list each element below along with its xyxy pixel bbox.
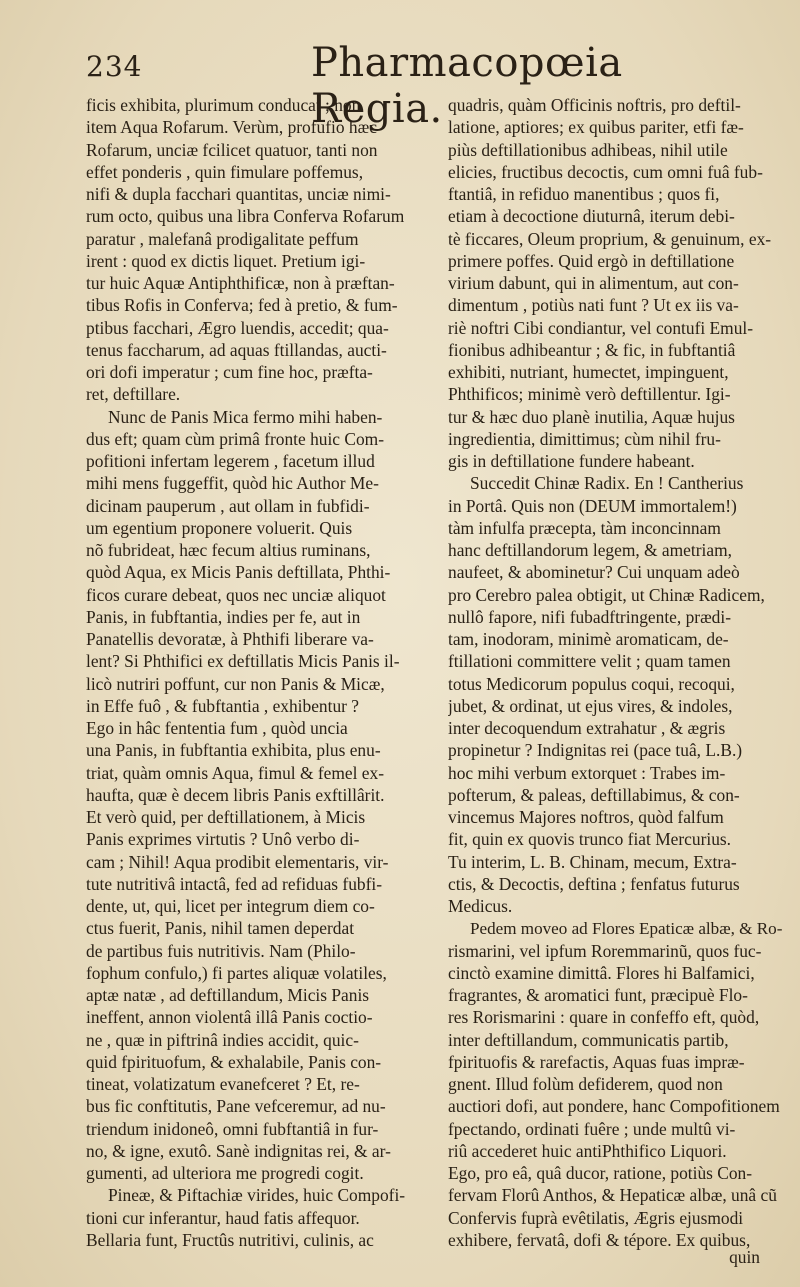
text-line: effet ponderis , quin fimulare poffemus,: [86, 161, 364, 182]
text-line: fpirituofis & rarefactis, Aquas fuas impræ-: [448, 1051, 745, 1072]
text-line: aptæ natæ , ad deftillandum, Micis Panis: [86, 985, 370, 1005]
text-line: ingredientia, dimittimus; cùm nihil fru-: [448, 428, 721, 449]
text-line: lent? Si Phthifici ex deftillatis Micis Panis il-: [86, 651, 400, 672]
text-line: licò nutriri poffunt, cur non Panis & Micæ,: [86, 673, 385, 694]
text-line: ineffent, annon violentâ illâ Panis coctio-: [86, 1007, 373, 1028]
text-line: in Effe fuô , & fubftantia , exhibentur ?: [86, 695, 360, 716]
text-line: vincemus Majores noftros, quòd falfum: [448, 807, 724, 827]
text-line: Panis exprimes virtutis ? Unô verbo di-: [86, 829, 360, 850]
text-line: dus eft; quam cùm primâ fronte huic Com-: [86, 428, 384, 449]
text-line: quid fpirituofum, & exhalabile, Panis con-: [86, 1051, 382, 1072]
text-line: etiam à decoctione diuturnâ, iterum debi-: [448, 206, 735, 227]
text-line: quadris, quàm Officinis noftris, pro deftil-: [448, 95, 741, 115]
text-line: nõ fubrideat, hæc fecum altius ruminans,: [86, 540, 371, 560]
text-line: dicinam pauperum , aut ollam in fubfidi-: [86, 495, 370, 516]
text-line: riû accederet huic antiPhthifico Liquori.: [448, 1140, 727, 1161]
text-line: tibus Rofis in Conferva; fed à pretio, & fum-: [86, 295, 398, 316]
text-line: Panis, in fubftantia, indies per fe, aut in: [86, 606, 361, 627]
text-line: tur & hæc duo planè inutilia, Aquæ hujus: [448, 406, 735, 427]
text-line: res Rorismarini : quare in confeffo eft, quòd,: [448, 1007, 760, 1028]
text-line: naufeet, & abominetur? Cui unquam adeò: [448, 562, 740, 583]
running-title: Pharmacopœia Regia.: [311, 40, 623, 132]
text-line: ret, deftillare.: [86, 384, 181, 405]
text-line: fit, quin ex quovis trunco fiat Mercurius.: [448, 829, 732, 850]
text-line: propinetur ? Indignitas rei (pace tuâ, L.B.): [448, 740, 743, 761]
text-line: elicies, fructibus decoctis, cum omni fuâ fub-: [448, 161, 763, 182]
text-line: Confervis fuprà evêtilatis, Ægris ejusmodi: [448, 1207, 744, 1228]
text-line: riè noftri Cibi condiantur, vel contufi Emul-: [448, 317, 754, 338]
text-line: Ego, pro eâ, quâ ducor, ratione, potiùs Con-: [448, 1163, 753, 1183]
text-line: pro Cerebro palea obtigit, ut Chinæ Radicem,: [448, 584, 765, 605]
text-line: tàm infulfa præcepta, tàm inconcinnam: [448, 517, 721, 538]
text-line: um egentium proponere voluerit. Quis: [86, 517, 353, 538]
text-line: gis in deftillatione fundere habeant.: [448, 451, 695, 471]
text-line: ficos curare debeat, quos nec unciæ aliquot: [86, 584, 386, 605]
text-line: nifi & dupla facchari quantitas, unciæ nimi-: [86, 184, 391, 204]
text-line: latione, aptiores; ex quibus pariter, etfi fæ-: [448, 117, 744, 138]
text-line: ftantiâ, in refiduo manentibus ; quos fi,: [448, 184, 720, 204]
text-line: cinctò examine dimittâ. Flores hi Balfamici,: [448, 962, 755, 983]
text-line: exhibiti, nutriant, humectet, impinguent,: [448, 362, 729, 382]
text-line: mihi mens fuggeffit, quòd hic Author Me-: [86, 473, 379, 494]
text-line: ctis, & Decoctis, deftina ; fenfatus futurus: [448, 873, 740, 894]
text-line: Ego in hâc fententia fum , quòd uncia: [86, 718, 348, 738]
text-line: ne , quæ in piftrinâ indies accidit, quic-: [86, 1029, 359, 1050]
text-line: Succedit Chinæ Radix. En ! Cantherius: [470, 473, 744, 494]
text-line: inter decoquendum extrahatur , & ægris: [448, 718, 726, 738]
text-line: cam ; Nihil! Aqua prodibit elementaris, vir-: [86, 851, 389, 872]
text-line: rum octo, quibus una libra Conferva Rofarum: [86, 206, 405, 227]
text-line: jubet, & ordinat, ut ejus vires, & indoles,: [448, 695, 733, 716]
text-line: Phthificos; minimè verò deftillentur. Igi-: [448, 384, 731, 405]
text-line: hoc mihi verbum extorquet : Trabes im-: [448, 762, 726, 783]
text-line: Pedem moveo ad Flores Epaticæ albæ, & Ro-: [470, 919, 783, 939]
text-line: fervam Florû Anthos, & Hepaticæ albæ, unâ cũ: [448, 1185, 777, 1206]
left-text-column: [86, 94, 424, 1251]
catchword: quin: [729, 1247, 760, 1267]
text-line: bus fic conftitutis, Pane vefceremur, ad nu-: [86, 1096, 386, 1117]
text-line: virium dabunt, qui in alimentum, aut con-: [448, 273, 739, 293]
text-line: fophum confulo,) fi partes aliquæ volatiles,: [86, 962, 387, 983]
text-line: item Aqua Rofarum. Verùm, profufio hæc: [86, 117, 377, 138]
text-line: Bellaria funt, Fructûs nutritivi, culinis, ac: [86, 1229, 374, 1250]
text-line: ficis exhibita, plurimum conducat ; non: [86, 95, 361, 115]
text-line: in Portâ. Quis non (DEUM immortalem!): [448, 495, 737, 516]
text-line: Panatellis devoratæ, à Phthifi liberare va-: [86, 629, 374, 649]
text-line: irent : quod ex dictis liquet. Pretium igi-: [86, 250, 366, 271]
text-line: nullô fapore, nifi fubadftringente, prædi-: [448, 606, 731, 627]
text-line: triendum inidoneô, omni fubftantiâ in fur-: [86, 1118, 379, 1139]
text-line: inter deftillandum, communicatis partib,: [448, 1029, 729, 1050]
text-line: auctiori dofi, aut pondere, hanc Compofitionem: [448, 1096, 780, 1117]
text-line: primere poffes. Quid ergò in deftillatione: [448, 250, 735, 271]
text-line: gumenti, ad ulteriora me progredi cogit.: [86, 1163, 364, 1183]
text-line: tam, inodoram, minimè aromaticam, de-: [448, 629, 729, 649]
text-line: tineat, volatizatum evanefceret ? Et, re-: [86, 1074, 360, 1094]
text-line: de partibus fuis nutritivis. Nam (Philo-: [86, 940, 356, 961]
text-line: tur huic Aquæ Antiphthificæ, non à præftan-: [86, 273, 395, 293]
right-text-column: [448, 94, 786, 1251]
text-line: ctus fuerit, Panis, nihil tamen deperdat: [86, 918, 355, 939]
text-line: totus Medicorum populus coqui, recoqui,: [448, 673, 735, 694]
text-line: Nunc de Panis Mica fermo mihi haben-: [108, 406, 383, 427]
text-line: no, & igne, exutô. Sanè indignitas rei, & ar-: [86, 1140, 391, 1161]
text-line: tute nutritivâ intactâ, fed ad refiduas fubfi-: [86, 873, 383, 894]
text-line: Rofarum, unciæ fcilicet quatuor, tanti non: [86, 139, 378, 160]
text-line: gnent. Illud folùm defiderem, quod non: [448, 1074, 723, 1094]
text-line: pofitioni infertam legerem , facetum illud: [86, 451, 375, 471]
text-line: tioni cur inferantur, haud fatis affequor.: [86, 1207, 360, 1228]
text-line: hanc deftillandorum legem, & ametriam,: [448, 540, 732, 560]
text-line: tè ficcares, Oleum proprium, & genuinum, ex-: [448, 228, 772, 249]
text-line: exhibere, fervatâ, dofi & tépore. Ex quibus,: [448, 1229, 751, 1250]
text-line: una Panis, in fubftantia exhibita, plus enu-: [86, 740, 381, 761]
text-line: ptibus facchari, Ægro luendis, accedit; qua-: [86, 317, 389, 338]
text-line: Medicus.: [448, 896, 513, 916]
text-line: Pineæ, & Piftachiæ virides, huic Compofi-: [108, 1185, 406, 1206]
text-line: quòd Aqua, ex Micis Panis deftillata, Phthi-: [86, 562, 391, 583]
text-line: dente, ut, qui, licet per integrum diem co-: [86, 896, 375, 916]
text-line: paratur , malefanâ prodigalitate peffum: [86, 228, 359, 249]
text-line: fionibus adhibeantur ; & fic, in fubftantiâ: [448, 339, 736, 360]
text-line: ftillationi committere velit ; quam tamen: [448, 651, 731, 672]
text-line: fragrantes, & aromatici funt, præcipuè Flo-: [448, 985, 748, 1005]
text-line: haufta, quæ è decem libris Panis exftillârit.: [86, 784, 385, 805]
text-line: tenus faccharum, ad aquas ftillandas, aucti-: [86, 339, 387, 360]
text-line: rismarini, vel ipfum Roremmarinũ, quos fuc-: [448, 940, 762, 961]
page-number: 234: [86, 50, 143, 83]
text-line: dimentum , potiùs nati funt ? Ut ex iis va-: [448, 295, 739, 316]
text-line: pofterum, & paleas, deftillabimus, & con-: [448, 784, 740, 805]
text-line: Et verò quid, per deftillationem, à Micis: [86, 807, 366, 827]
text-line: triat, quàm omnis Aqua, fimul & femel ex-: [86, 762, 384, 783]
text-line: Tu interim, L. B. Chinam, mecum, Extra-: [448, 851, 737, 872]
text-line: ori dofi imperatur ; cum fine hoc, præfta-: [86, 362, 373, 382]
text-line: fpectando, ordinati fuêre ; unde multû vi-: [448, 1118, 736, 1139]
text-line: piùs deftillationibus adhibeas, nihil utile: [448, 139, 728, 160]
